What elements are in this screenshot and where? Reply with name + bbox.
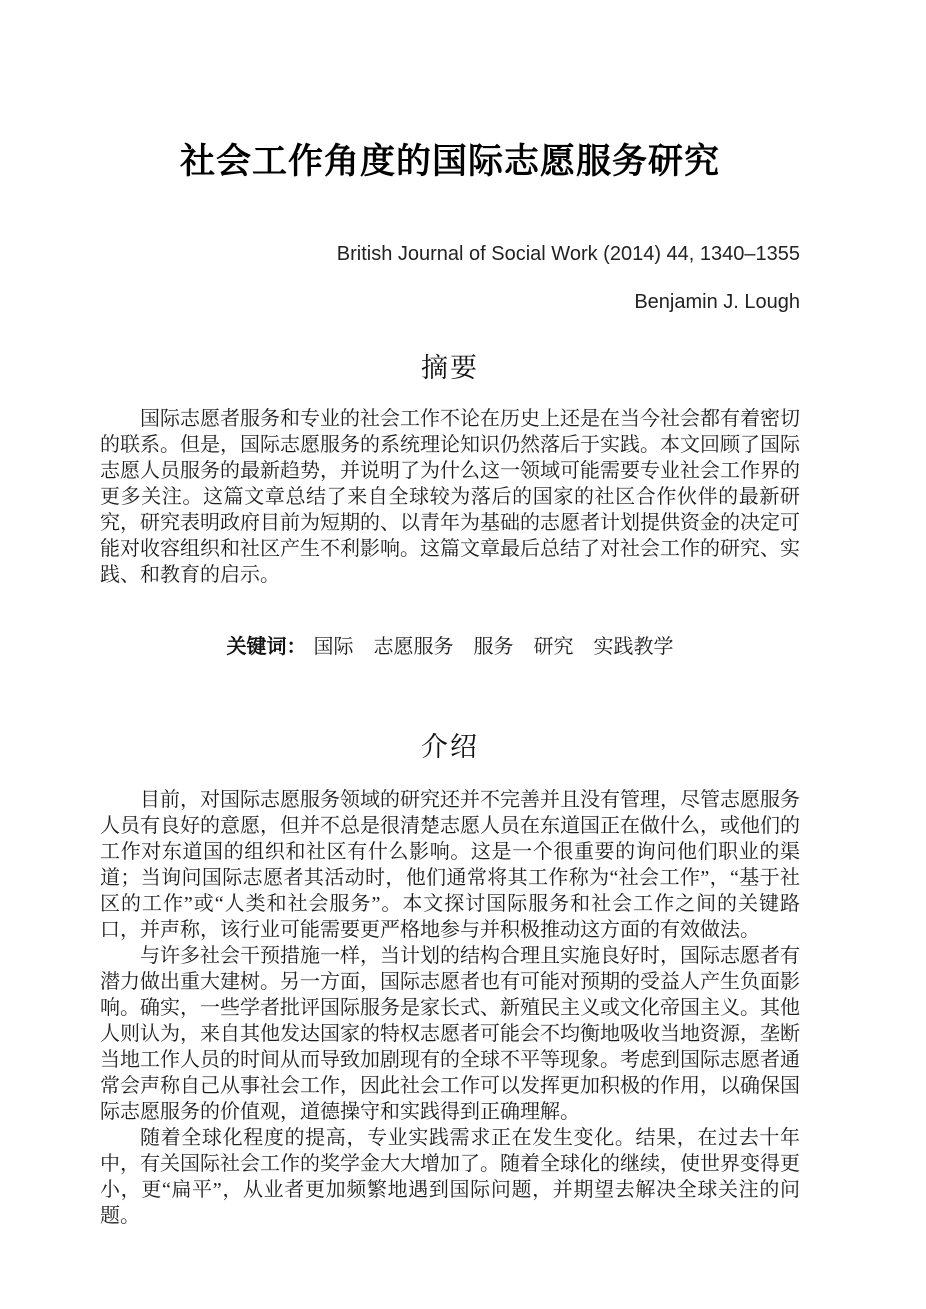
keyword-item: 国际 — [313, 636, 354, 658]
keyword-item: 实践教学 — [593, 636, 674, 658]
paper-title: 社会工作角度的国际志愿服务研究 — [179, 142, 720, 181]
keywords-label: 关键词： — [226, 636, 307, 658]
keywords-line — [100, 634, 800, 660]
keyword-item: 志愿服务 — [373, 636, 454, 658]
intro-paragraph: 随着全球化程度的提高，专业实践需求正在发生变化。结果，在过去十年中，有关国际社会工作的奖学金大大增加了。随着全球化的继续，使世界变得更小，更“扁平”，从业者更加频繁地遇到国际问题，并期望去解决全球关注的问题。 — [100, 1127, 800, 1227]
intro-paragraph: 与许多社会干预措施一样，当计划的结构合理且实施良好时，国际志愿者有潜力做出重大建树。另一方面，国际志愿者也有可能对预期的受益人产生负面影响。确实，一些学者批评国际服务是家长式、新殖民主义或文化帝国主义。其他人则认为，来自其他发达国家的特权志愿者可能会不均衡地吸收当地资源，垄断当地工作人员的时间从而导致加剧现有的全球不平等现象。考虑到国际志愿者通常会声称自己从事社会工作，因此社会工作可以发挥更加积极的作用，以确保国际志愿服务的价值观，道德操守和实践得到正确理解。 — [100, 945, 800, 1123]
introduction-heading: 介绍 — [421, 732, 479, 762]
abstract-heading: 摘要 — [421, 353, 479, 383]
author-name: Benjamin J. Lough — [634, 291, 800, 313]
abstract-text: 国际志愿者服务和专业的社会工作不论在历史上还是在当今社会都有着密切的联系。但是，国际志愿服务的系统理论知识仍然落后于实践。本文回顾了国际志愿人员服务的最新趋势，并说明了为什么这一领域可能需要专业社会工作界的更多关注。这篇文章总结了来自全球较为落后的国家的社区合作伙伴的最新研究，研究表明政府目前为短期的、以青年为基础的志愿者计划提供资金的决定可能对收容组织和社区产生不利影响。这篇文章最后总结了对社会工作的研究、实践、和教育的启示。 — [100, 408, 800, 586]
keyword-item: 服务 — [473, 636, 514, 658]
journal-reference: British Journal of Social Work (2014) 44, 1340–1355 — [336, 243, 800, 265]
intro-paragraph: 目前，对国际志愿服务领域的研究还并不完善并且没有管理，尽管志愿服务人员有良好的意愿，但并不总是很清楚志愿人员在东道国正在做什么，或他们的工作对东道国的组织和社区有什么影响。这是一个很重要的询问他们职业的渠道；当询问国际志愿者其活动时，他们通常将其工作称为“社会工作”，“基于社区的工作”或“人类和社会服务”。本文探讨国际服务和社会工作之间的关键路口，并声称，该行业可能需要更严格地参与并积极推动这方面的有效做法。 — [100, 789, 800, 941]
keyword-item: 研究 — [533, 636, 574, 658]
